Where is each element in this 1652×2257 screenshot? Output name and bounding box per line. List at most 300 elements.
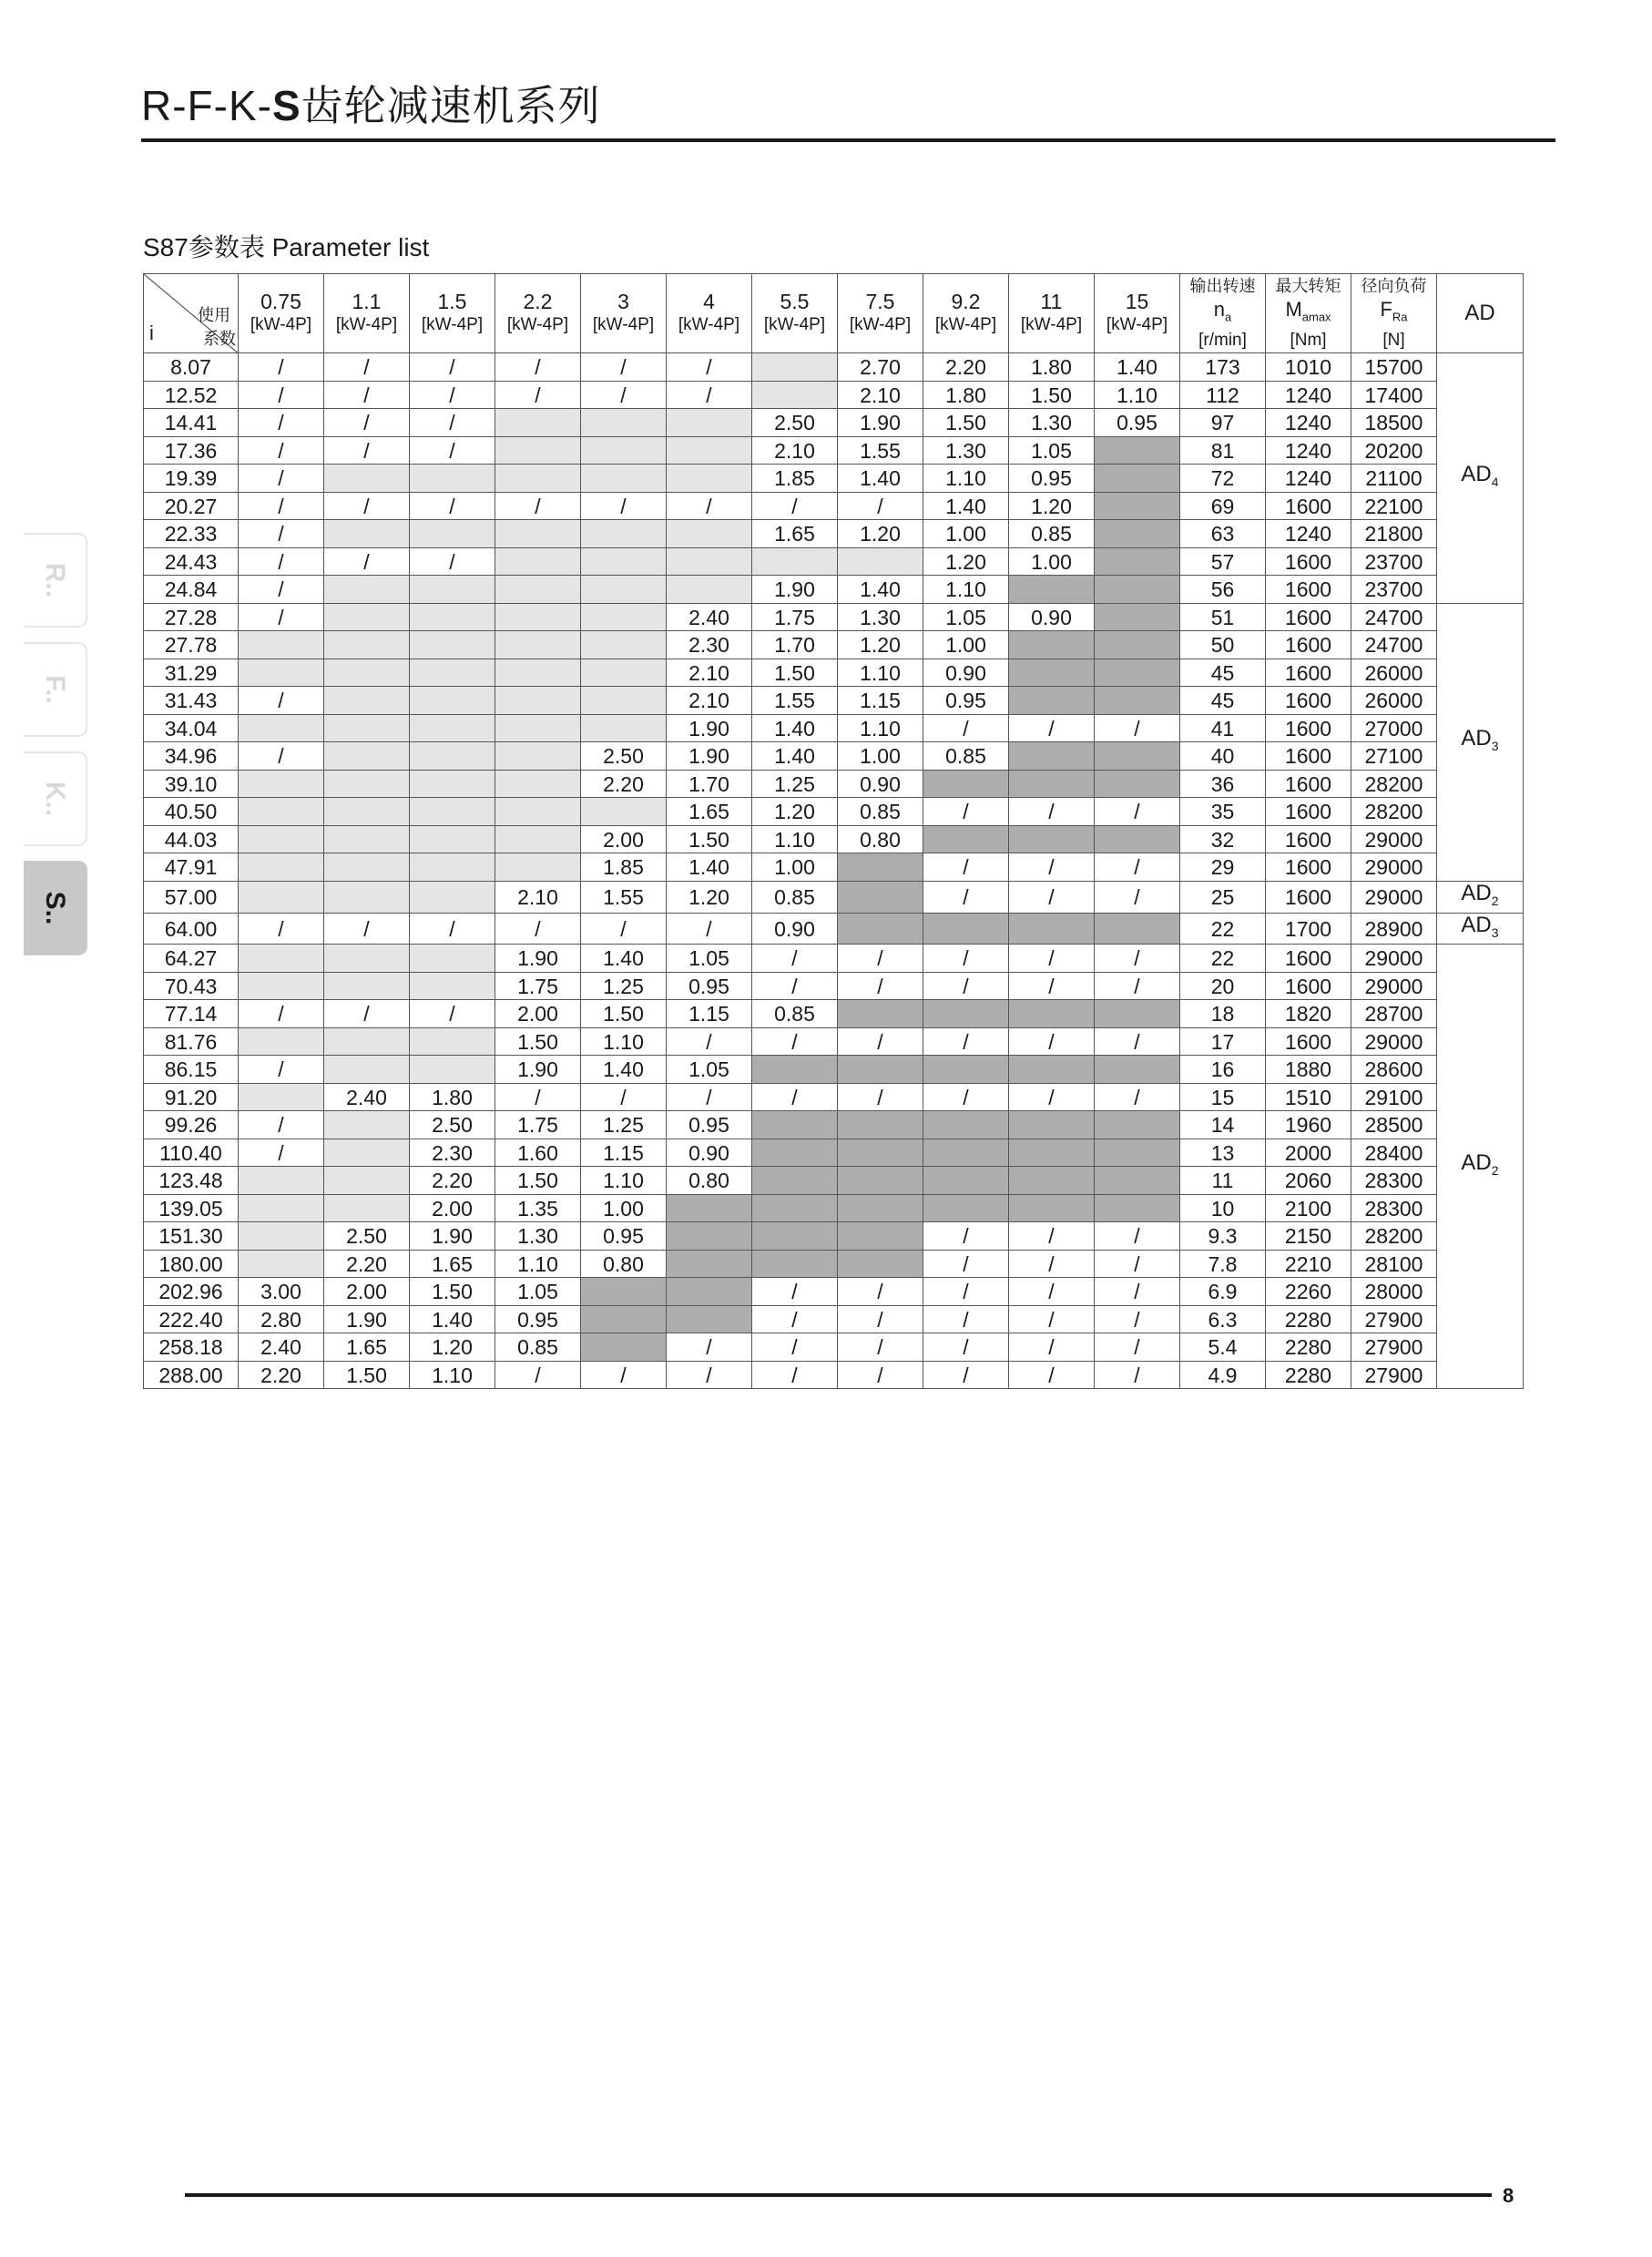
title-bold-letter: S <box>271 82 301 129</box>
side-tab-r[interactable] <box>24 533 87 628</box>
dark-shaded-cell <box>838 1056 923 1084</box>
service-factor-cell: 1.90 <box>752 576 838 604</box>
light-shaded-cell <box>410 945 495 973</box>
dark-shaded-cell <box>1095 742 1180 771</box>
torque-cell: 1010 <box>1266 353 1351 382</box>
dark-shaded-cell <box>1095 1000 1180 1028</box>
load-cell: 28000 <box>1351 1278 1437 1306</box>
light-shaded-cell <box>410 853 495 882</box>
light-shaded-cell <box>324 770 410 798</box>
dark-shaded-cell <box>1009 742 1095 771</box>
service-factor-cell: 1.10 <box>923 465 1009 493</box>
light-shaded-cell <box>239 770 324 798</box>
table-row <box>144 798 1524 826</box>
speed-cell: 81 <box>1180 436 1266 465</box>
dark-shaded-cell <box>838 1250 923 1278</box>
torque-cell: 1600 <box>1266 945 1351 973</box>
light-shaded-cell <box>324 972 410 1000</box>
service-factor-cell: 1.75 <box>752 603 838 631</box>
service-factor-cell: 1.20 <box>1009 492 1095 520</box>
light-shaded-cell <box>495 798 581 826</box>
service-factor-cell: / <box>239 547 324 576</box>
service-factor-cell: 1.75 <box>495 1111 581 1139</box>
light-shaded-cell <box>239 972 324 1000</box>
service-factor-cell: 0.85 <box>923 742 1009 771</box>
service-factor-cell: 1.90 <box>495 945 581 973</box>
service-factor-cell: 1.05 <box>667 1056 752 1084</box>
ratio-cell: 151.30 <box>144 1222 239 1251</box>
service-factor-cell: / <box>239 381 324 409</box>
service-factor-cell: 1.00 <box>838 742 923 771</box>
table-row <box>144 742 1524 771</box>
side-tab-s[interactable] <box>24 861 87 955</box>
side-tab-label: F.. <box>40 675 70 704</box>
dark-shaded-cell <box>752 1139 838 1167</box>
light-shaded-cell <box>324 825 410 853</box>
speed-cell: 51 <box>1180 603 1266 631</box>
service-factor-cell: / <box>410 409 495 437</box>
dark-shaded-cell <box>838 1194 923 1222</box>
load-cell: 29000 <box>1351 825 1437 853</box>
service-factor-cell: 0.95 <box>923 687 1009 715</box>
service-factor-cell: 1.55 <box>752 687 838 715</box>
power-header-6 <box>752 274 838 353</box>
service-factor-cell: 1.50 <box>495 1167 581 1195</box>
service-factor-cell: / <box>239 409 324 437</box>
table-row <box>144 409 1524 437</box>
light-shaded-cell <box>324 659 410 687</box>
ad-group-cell <box>1437 353 1524 604</box>
light-shaded-cell <box>495 603 581 631</box>
power-unit: [kW-4P] <box>335 315 398 335</box>
service-factor-cell: / <box>324 913 410 945</box>
light-shaded-cell <box>410 603 495 631</box>
ratio-cell: 24.84 <box>144 576 239 604</box>
torque-cell: 1600 <box>1266 825 1351 853</box>
dark-shaded-cell <box>1095 1167 1180 1195</box>
dark-shaded-cell <box>1095 825 1180 853</box>
service-factor-cell: 1.70 <box>752 631 838 659</box>
light-shaded-cell <box>410 825 495 853</box>
power-value: 7.5 <box>865 290 895 314</box>
ratio-cell: 17.36 <box>144 436 239 465</box>
light-shaded-cell <box>410 714 495 742</box>
dark-shaded-cell <box>1009 631 1095 659</box>
speed-cell: 22 <box>1180 945 1266 973</box>
power-header-1 <box>324 274 410 353</box>
light-shaded-cell <box>667 409 752 437</box>
light-shaded-cell <box>752 547 838 576</box>
service-factor-cell: 2.50 <box>752 409 838 437</box>
service-factor-cell: / <box>239 1056 324 1084</box>
light-shaded-cell <box>667 436 752 465</box>
service-factor-cell: / <box>324 492 410 520</box>
section-title: S87参数表 Parameter list <box>143 233 430 261</box>
light-shaded-cell <box>410 631 495 659</box>
service-factor-cell: / <box>923 1083 1009 1111</box>
service-factor-cell: 2.70 <box>838 353 923 382</box>
service-factor-cell: / <box>1009 1083 1095 1111</box>
dark-shaded-cell <box>1095 1056 1180 1084</box>
table-row <box>144 547 1524 576</box>
service-factor-cell: 1.50 <box>752 659 838 687</box>
ratio-cell: 19.39 <box>144 465 239 493</box>
ratio-cell: 44.03 <box>144 825 239 853</box>
power-unit: [kW-4P] <box>678 315 740 335</box>
power-unit: [kW-4P] <box>506 315 569 335</box>
ratio-cell: 27.28 <box>144 603 239 631</box>
service-factor-cell: 1.40 <box>752 742 838 771</box>
service-factor-cell: 1.40 <box>838 465 923 493</box>
service-factor-cell: / <box>324 409 410 437</box>
service-factor-cell: / <box>1009 1333 1095 1362</box>
power-value: 1.5 <box>437 290 467 314</box>
service-factor-cell: / <box>495 1083 581 1111</box>
ratio-cell: 222.40 <box>144 1305 239 1333</box>
speed-cell: 57 <box>1180 547 1266 576</box>
service-factor-cell: / <box>838 972 923 1000</box>
light-shaded-cell <box>581 687 667 715</box>
table-row <box>144 1278 1524 1306</box>
table-row <box>144 576 1524 604</box>
service-factor-cell: / <box>239 1111 324 1139</box>
light-shaded-cell <box>495 853 581 882</box>
speed-cell: 50 <box>1180 631 1266 659</box>
service-factor-cell: / <box>410 381 495 409</box>
dark-shaded-cell <box>1009 659 1095 687</box>
service-factor-cell: 1.00 <box>923 631 1009 659</box>
dark-shaded-cell <box>1009 825 1095 853</box>
dark-shaded-cell <box>1095 1111 1180 1139</box>
dark-shaded-cell <box>1009 1111 1095 1139</box>
power-unit: [kW-4P] <box>1020 315 1083 335</box>
service-factor-cell: 1.00 <box>1009 547 1095 576</box>
service-factor-cell: 1.40 <box>581 945 667 973</box>
ratio-cell: 22.33 <box>144 520 239 548</box>
speed-cell: 112 <box>1180 381 1266 409</box>
service-factor-cell: / <box>410 353 495 382</box>
load-cell: 29000 <box>1351 972 1437 1000</box>
speed-cell: 72 <box>1180 465 1266 493</box>
power-header-3 <box>495 274 581 353</box>
speed-cell: 25 <box>1180 881 1266 913</box>
power-unit: [kW-4P] <box>1106 315 1168 335</box>
service-factor-cell: 1.85 <box>752 465 838 493</box>
service-factor-cell: / <box>495 492 581 520</box>
service-factor-cell: 2.00 <box>324 1278 410 1306</box>
power-value: 11 <box>1040 290 1063 314</box>
speed-cell: 40 <box>1180 742 1266 771</box>
service-factor-cell: / <box>752 1333 838 1362</box>
service-factor-cell: / <box>923 881 1009 913</box>
ratio-cell: 57.00 <box>144 881 239 913</box>
service-factor-cell: 2.00 <box>581 825 667 853</box>
light-shaded-cell <box>667 520 752 548</box>
service-factor-cell: 1.50 <box>324 1361 410 1389</box>
service-factor-cell: 2.10 <box>667 687 752 715</box>
service-factor-cell: / <box>1009 1361 1095 1389</box>
side-tab-label: K.. <box>40 781 70 817</box>
light-shaded-cell <box>239 1194 324 1222</box>
service-factor-cell: / <box>324 353 410 382</box>
dark-shaded-cell <box>1095 520 1180 548</box>
light-shaded-cell <box>239 853 324 882</box>
title-suffix: 齿轮减速机系列 <box>301 82 601 129</box>
table-row <box>144 381 1524 409</box>
power-value: 9.2 <box>951 290 981 314</box>
service-factor-cell: / <box>752 492 838 520</box>
ad-group-cell <box>1437 603 1524 881</box>
dark-shaded-cell <box>1095 492 1180 520</box>
service-factor-cell: 1.05 <box>1009 436 1095 465</box>
speed-cell: 32 <box>1180 825 1266 853</box>
ratio-cell: 39.10 <box>144 770 239 798</box>
service-factor-cell: 1.30 <box>838 603 923 631</box>
torque-cell: 1240 <box>1266 520 1351 548</box>
service-factor-cell: 1.00 <box>752 853 838 882</box>
service-factor-cell: / <box>581 353 667 382</box>
table-row <box>144 1056 1524 1084</box>
service-factor-cell: 1.30 <box>1009 409 1095 437</box>
load-cell: 27900 <box>1351 1361 1437 1389</box>
power-header-0 <box>239 274 324 353</box>
side-tab-k[interactable] <box>24 751 87 846</box>
torque-cell: 1600 <box>1266 631 1351 659</box>
service-factor-cell: 0.80 <box>667 1167 752 1195</box>
ratio-cell: 86.15 <box>144 1056 239 1084</box>
table-row <box>144 1194 1524 1222</box>
ad-subscript: 3 <box>1491 738 1499 753</box>
power-value: 0.75 <box>260 290 301 314</box>
light-shaded-cell <box>239 1167 324 1195</box>
service-factor-cell: / <box>239 913 324 945</box>
service-factor-cell: / <box>1095 714 1180 742</box>
dark-shaded-cell <box>1009 1167 1095 1195</box>
power-header-10 <box>1095 274 1180 353</box>
service-factor-cell: 1.80 <box>410 1083 495 1111</box>
ad-subscript: 4 <box>1491 475 1499 490</box>
light-shaded-cell <box>410 881 495 913</box>
load-cell: 28400 <box>1351 1139 1437 1167</box>
power-value: 2.2 <box>523 290 553 314</box>
table-row <box>144 972 1524 1000</box>
service-factor-cell: 0.90 <box>667 1139 752 1167</box>
service-factor-cell: 2.10 <box>667 659 752 687</box>
service-factor-cell: / <box>1095 1278 1180 1306</box>
service-factor-cell: / <box>1009 945 1095 973</box>
service-factor-cell: 2.20 <box>581 770 667 798</box>
power-header-5 <box>667 274 752 353</box>
light-shaded-cell <box>495 576 581 604</box>
light-shaded-cell <box>324 603 410 631</box>
light-shaded-cell <box>495 659 581 687</box>
ratio-cell: 258.18 <box>144 1333 239 1362</box>
service-factor-cell: / <box>923 1250 1009 1278</box>
dark-shaded-cell <box>1009 1194 1095 1222</box>
load-cell: 28900 <box>1351 913 1437 945</box>
torque-cell: 1600 <box>1266 547 1351 576</box>
table-row <box>144 1333 1524 1362</box>
service-factor-cell: 2.40 <box>324 1083 410 1111</box>
light-shaded-cell <box>324 742 410 771</box>
service-factor-cell: / <box>239 687 324 715</box>
load-header-symbol: $F_{Ra}$ <box>1380 298 1408 324</box>
light-shaded-cell <box>581 659 667 687</box>
service-factor-cell: / <box>667 1083 752 1111</box>
ratio-cell: 70.43 <box>144 972 239 1000</box>
speed-cell: 20 <box>1180 972 1266 1000</box>
ratio-cell: 31.43 <box>144 687 239 715</box>
service-factor-cell: / <box>923 1222 1009 1251</box>
table-row <box>144 631 1524 659</box>
service-factor-cell: / <box>1009 1250 1095 1278</box>
light-shaded-cell <box>324 1139 410 1167</box>
speed-cell: 36 <box>1180 770 1266 798</box>
service-factor-cell: 2.20 <box>324 1250 410 1278</box>
power-unit: [kW-4P] <box>250 315 312 335</box>
service-factor-cell: / <box>667 353 752 382</box>
service-factor-cell: 1.00 <box>923 520 1009 548</box>
service-factor-cell: 1.80 <box>1009 353 1095 382</box>
dark-shaded-cell <box>923 825 1009 853</box>
load-cell: 26000 <box>1351 687 1437 715</box>
light-shaded-cell <box>667 465 752 493</box>
light-shaded-cell <box>667 576 752 604</box>
service-factor-cell: 1.90 <box>667 742 752 771</box>
speed-cell: 6.9 <box>1180 1278 1266 1306</box>
dark-shaded-cell <box>1095 547 1180 576</box>
service-factor-cell: 1.15 <box>667 1000 752 1028</box>
ad-subscript: 2 <box>1491 893 1499 908</box>
service-factor-cell: / <box>239 353 324 382</box>
torque-cell: 1600 <box>1266 742 1351 771</box>
speed-cell: 6.3 <box>1180 1305 1266 1333</box>
table-row <box>144 1139 1524 1167</box>
dark-shaded-cell <box>581 1305 667 1333</box>
ratio-cell: 8.07 <box>144 353 239 382</box>
torque-cell: 1600 <box>1266 1027 1351 1056</box>
table-row <box>144 1361 1524 1389</box>
service-factor-cell: / <box>752 972 838 1000</box>
light-shaded-cell <box>581 465 667 493</box>
speed-cell: 63 <box>1180 520 1266 548</box>
dark-shaded-cell <box>838 1000 923 1028</box>
ratio-cell: 180.00 <box>144 1250 239 1278</box>
service-factor-cell: / <box>324 436 410 465</box>
light-shaded-cell <box>581 798 667 826</box>
load-cell: 24700 <box>1351 603 1437 631</box>
speed-cell: 29 <box>1180 853 1266 882</box>
table-row <box>144 436 1524 465</box>
ratio-cell: 123.48 <box>144 1167 239 1195</box>
light-shaded-cell <box>239 1083 324 1111</box>
service-factor-cell: 1.30 <box>495 1222 581 1251</box>
service-factor-cell: 2.00 <box>410 1194 495 1222</box>
service-factor-cell: / <box>923 853 1009 882</box>
service-factor-cell: 0.95 <box>495 1305 581 1333</box>
service-factor-cell: 1.40 <box>410 1305 495 1333</box>
ad-group-cell <box>1437 913 1524 945</box>
service-factor-cell: 2.30 <box>410 1139 495 1167</box>
power-header-4 <box>581 274 667 353</box>
service-factor-cell: / <box>667 492 752 520</box>
load-cell: 21800 <box>1351 520 1437 548</box>
load-cell: 29000 <box>1351 853 1437 882</box>
power-unit: [kW-4P] <box>849 315 912 335</box>
speed-cell: 45 <box>1180 659 1266 687</box>
dark-shaded-cell <box>1095 436 1180 465</box>
table-row <box>144 853 1524 882</box>
light-shaded-cell <box>495 436 581 465</box>
dark-shaded-cell <box>1095 687 1180 715</box>
ratio-cell: 64.00 <box>144 913 239 945</box>
light-shaded-cell <box>410 1056 495 1084</box>
dark-shaded-cell <box>1095 659 1180 687</box>
load-header <box>1351 274 1437 353</box>
service-factor-cell: / <box>1009 798 1095 826</box>
service-factor-cell: 0.95 <box>1095 409 1180 437</box>
service-factor-cell: / <box>1095 1083 1180 1111</box>
service-factor-cell: 2.10 <box>838 381 923 409</box>
ratio-cell: 27.78 <box>144 631 239 659</box>
dark-shaded-cell <box>838 881 923 913</box>
light-shaded-cell <box>410 1027 495 1056</box>
service-factor-cell: / <box>239 520 324 548</box>
load-header-cn: 径向负荷 <box>1361 277 1427 295</box>
service-factor-cell: / <box>581 381 667 409</box>
light-shaded-cell <box>495 409 581 437</box>
side-tab-f[interactable] <box>24 642 87 737</box>
light-shaded-cell <box>324 1111 410 1139</box>
power-header-2 <box>410 274 495 353</box>
ad-label: AD <box>1461 725 1492 751</box>
dark-shaded-cell <box>838 1222 923 1251</box>
ad-label: AD <box>1461 913 1492 937</box>
torque-cell: 2100 <box>1266 1194 1351 1222</box>
dark-shaded-cell <box>838 1167 923 1195</box>
service-factor-cell: 1.90 <box>667 714 752 742</box>
service-factor-cell: 1.75 <box>495 972 581 1000</box>
torque-cell: 2000 <box>1266 1139 1351 1167</box>
service-factor-cell: / <box>923 972 1009 1000</box>
ratio-cell: 64.27 <box>144 945 239 973</box>
service-factor-cell: 1.50 <box>581 1000 667 1028</box>
service-factor-cell: 2.50 <box>324 1222 410 1251</box>
load-cell: 28200 <box>1351 1222 1437 1251</box>
service-factor-cell: / <box>495 913 581 945</box>
service-factor-cell: / <box>838 945 923 973</box>
load-cell: 22100 <box>1351 492 1437 520</box>
ratio-cell: 202.96 <box>144 1278 239 1306</box>
ad-subscript: 2 <box>1491 1162 1499 1178</box>
dark-shaded-cell <box>1009 1000 1095 1028</box>
torque-cell: 1600 <box>1266 687 1351 715</box>
service-factor-cell: 2.80 <box>239 1305 324 1333</box>
speed-cell: 9.3 <box>1180 1222 1266 1251</box>
light-shaded-cell <box>581 547 667 576</box>
corner-i-label: i <box>149 322 154 344</box>
torque-cell: 1820 <box>1266 1000 1351 1028</box>
torque-cell: 2260 <box>1266 1278 1351 1306</box>
dark-shaded-cell <box>752 1111 838 1139</box>
load-cell: 17400 <box>1351 381 1437 409</box>
service-factor-cell: 3.00 <box>239 1278 324 1306</box>
light-shaded-cell <box>239 881 324 913</box>
table-row <box>144 825 1524 853</box>
dark-shaded-cell <box>838 1111 923 1139</box>
service-factor-cell: / <box>838 1278 923 1306</box>
torque-cell: 1510 <box>1266 1083 1351 1111</box>
